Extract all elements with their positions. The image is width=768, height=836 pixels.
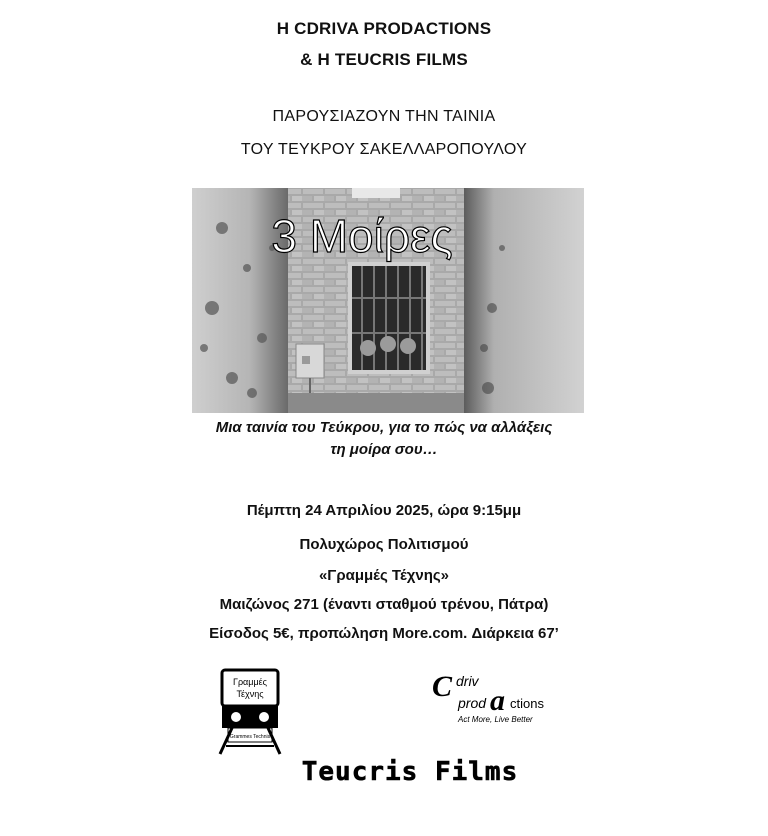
film-still-image xyxy=(192,188,584,413)
film-title: 3 Μοίρες xyxy=(271,210,453,262)
teucris-films-text: Teucris Films xyxy=(301,757,519,787)
cdriva-prod: prod xyxy=(458,695,487,711)
cdriva-ctions: ctions xyxy=(510,696,544,711)
presenter-line-1: Η CDRIVA PRODACTIONS xyxy=(276,19,492,38)
event-address-text: Μαιζώνος 271 (έναντι σταθμού τρένου, Πάτρα) xyxy=(219,596,549,613)
tagline-line-2: τη μοίρα σου… xyxy=(330,441,438,458)
event-venue-name: «Γραμμές Τέχνης» xyxy=(318,567,450,584)
presents-line: ΠΑΡΟΥΣΙΑΖΟΥΝ ΤΗΝ ΤΑΙΝΙΑ xyxy=(272,108,496,125)
cdriva-a: a xyxy=(490,684,505,717)
cdriva-c: C xyxy=(432,670,453,703)
teucris-films-logo xyxy=(301,754,519,788)
grammes-logo-line-2: Τέχνης xyxy=(236,689,264,699)
event-datetime: Πέμπτη 24 Απριλίου 2025, ώρα 9:15μμ xyxy=(246,502,522,519)
event-venue: Πολυχώρος Πολιτισμού xyxy=(299,536,469,553)
event-entry: Είσοδος 5€, προπώληση More.com. Διάρκεια 67’ xyxy=(209,625,559,642)
grammes-technis-logo xyxy=(218,666,282,756)
cdriva-slogan: Act More, Live Better xyxy=(458,715,533,724)
grammes-logo-line-1: Γραμμές xyxy=(232,677,268,687)
tagline-line-1: Μια ταινία του Τεύκρου, για το πώς να αλλάξεις xyxy=(215,419,553,436)
cdriva-prodactions-logo xyxy=(430,666,580,726)
director-line: ΤΟΥ ΤΕΥΚΡΟΥ ΣΑΚΕΛΛΑΡΟΠΟΥΛΟΥ xyxy=(240,141,528,158)
cdriva-driv: driv xyxy=(456,673,479,689)
presenter-line-2: & Η TEUCRIS FILMS xyxy=(300,50,468,69)
event-address xyxy=(0,596,768,613)
grammes-logo-small: Grammes Technis xyxy=(229,734,271,740)
